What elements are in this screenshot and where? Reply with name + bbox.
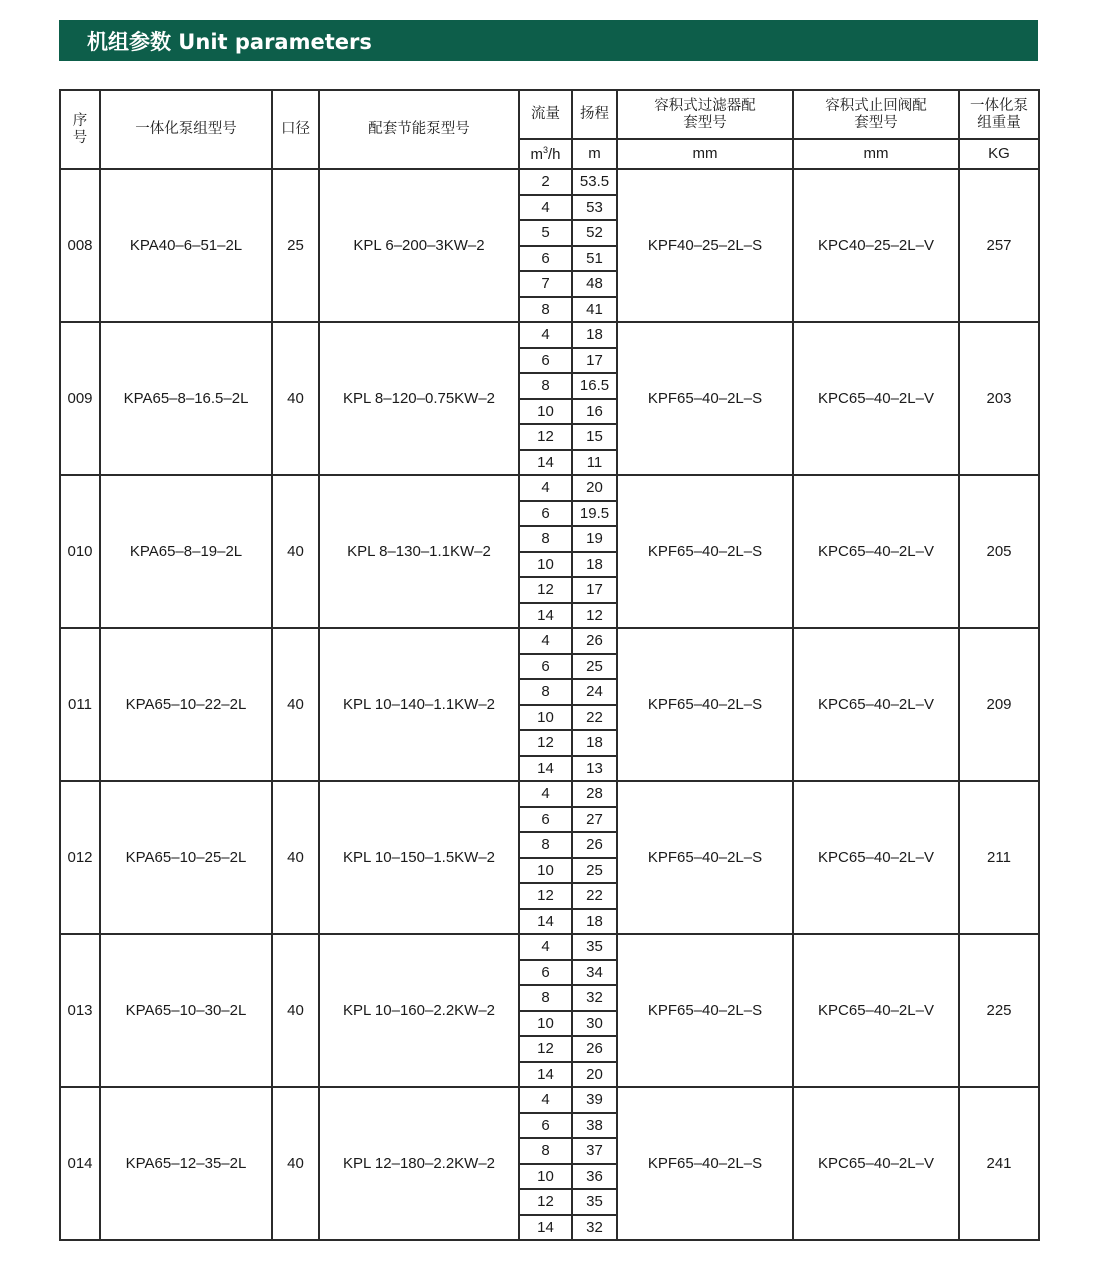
cell-flow: 12 (519, 883, 572, 909)
cell-flow: 14 (519, 603, 572, 629)
cell-head: 20 (572, 1062, 617, 1088)
table-row (60, 628, 1039, 654)
cell-flow: 10 (519, 552, 572, 578)
cell-flow: 12 (519, 577, 572, 603)
header-head: 扬程 (572, 90, 617, 139)
cell-check-valve-model: KPC65–40–2L–V (793, 781, 959, 934)
cell-unit-model: KPA65–10–30–2L (100, 934, 272, 1087)
cell-head: 52 (572, 220, 617, 246)
unit-head: m (572, 139, 617, 169)
cell-flow: 12 (519, 424, 572, 450)
cell-head: 48 (572, 271, 617, 297)
cell-head: 13 (572, 756, 617, 782)
cell-seq: 010 (60, 475, 100, 628)
cell-flow: 8 (519, 297, 572, 323)
cell-flow: 14 (519, 756, 572, 782)
cell-flow: 4 (519, 781, 572, 807)
cell-seq: 012 (60, 781, 100, 934)
cell-flow: 12 (519, 1189, 572, 1215)
cell-flow: 8 (519, 373, 572, 399)
cell-flow: 4 (519, 1087, 572, 1113)
cell-filter-model: KPF65–40–2L–S (617, 322, 793, 475)
unit-flow-sup: 3 (542, 144, 548, 155)
cell-head: 26 (572, 1036, 617, 1062)
cell-head: 15 (572, 424, 617, 450)
cell-unit-model: KPA65–8–16.5–2L (100, 322, 272, 475)
cell-flow: 8 (519, 985, 572, 1011)
cell-head: 32 (572, 985, 617, 1011)
table-row (60, 934, 1039, 960)
cell-caliber: 40 (272, 1087, 319, 1240)
cell-head: 37 (572, 1138, 617, 1164)
cell-head: 22 (572, 883, 617, 909)
cell-check-valve-model: KPC65–40–2L–V (793, 1087, 959, 1240)
header-filter: 容积式过滤器配套型号 (617, 90, 793, 139)
cell-seq: 011 (60, 628, 100, 781)
header-check-valve: 容积式止回阀配套型号 (793, 90, 959, 139)
cell-seq: 008 (60, 169, 100, 322)
table-body (60, 169, 1039, 1240)
header-caliber: 口径 (272, 90, 319, 169)
cell-flow: 4 (519, 195, 572, 221)
cell-flow: 10 (519, 1164, 572, 1190)
cell-caliber: 40 (272, 322, 319, 475)
cell-flow: 14 (519, 450, 572, 476)
cell-caliber: 40 (272, 628, 319, 781)
cell-head: 32 (572, 1215, 617, 1241)
cell-flow: 8 (519, 526, 572, 552)
cell-filter-model: KPF65–40–2L–S (617, 781, 793, 934)
cell-flow: 6 (519, 960, 572, 986)
cell-flow: 6 (519, 246, 572, 272)
cell-head: 26 (572, 832, 617, 858)
unit-flow (519, 139, 572, 169)
cell-head: 11 (572, 450, 617, 476)
cell-weight: 211 (959, 781, 1039, 934)
cell-head: 19.5 (572, 501, 617, 527)
table-row (60, 475, 1039, 501)
cell-head: 16 (572, 399, 617, 425)
cell-weight: 257 (959, 169, 1039, 322)
cell-check-valve-model: KPC65–40–2L–V (793, 628, 959, 781)
cell-filter-model: KPF65–40–2L–S (617, 475, 793, 628)
cell-unit-model: KPA65–10–25–2L (100, 781, 272, 934)
header-seq: 序号 (60, 90, 100, 169)
cell-unit-model: KPA65–10–22–2L (100, 628, 272, 781)
cell-head: 36 (572, 1164, 617, 1190)
cell-head: 25 (572, 654, 617, 680)
cell-filter-model: KPF65–40–2L–S (617, 934, 793, 1087)
cell-filter-model: KPF65–40–2L–S (617, 1087, 793, 1240)
cell-flow: 10 (519, 705, 572, 731)
cell-head: 19 (572, 526, 617, 552)
cell-flow: 4 (519, 322, 572, 348)
table-header (60, 90, 1039, 169)
cell-head: 18 (572, 730, 617, 756)
table-row (60, 169, 1039, 195)
cell-flow: 14 (519, 1215, 572, 1241)
cell-unit-model: KPA65–12–35–2L (100, 1087, 272, 1240)
cell-head: 53.5 (572, 169, 617, 195)
cell-caliber: 40 (272, 475, 319, 628)
header-pump-model: 配套节能泵型号 (319, 90, 519, 169)
cell-pump-model: KPL 8–130–1.1KW–2 (319, 475, 519, 628)
cell-seq: 014 (60, 1087, 100, 1240)
cell-head: 35 (572, 1189, 617, 1215)
table-row (60, 1087, 1039, 1113)
cell-check-valve-model: KPC65–40–2L–V (793, 322, 959, 475)
section-title: 机组参数 Unit parameters (87, 29, 372, 54)
unit-weight: KG (959, 139, 1039, 169)
cell-flow: 14 (519, 1062, 572, 1088)
cell-caliber: 25 (272, 169, 319, 322)
cell-head: 17 (572, 348, 617, 374)
cell-pump-model: KPL 6–200–3KW–2 (319, 169, 519, 322)
cell-seq: 009 (60, 322, 100, 475)
unit-check-valve: mm (793, 139, 959, 169)
cell-head: 39 (572, 1087, 617, 1113)
cell-pump-model: KPL 12–180–2.2KW–2 (319, 1087, 519, 1240)
cell-head: 30 (572, 1011, 617, 1037)
cell-seq: 013 (60, 934, 100, 1087)
cell-head: 38 (572, 1113, 617, 1139)
unit-parameters-table-wrapper (59, 89, 1038, 1241)
cell-head: 17 (572, 577, 617, 603)
cell-caliber: 40 (272, 934, 319, 1087)
cell-flow: 2 (519, 169, 572, 195)
cell-weight: 241 (959, 1087, 1039, 1240)
cell-head: 41 (572, 297, 617, 323)
unit-filter: mm (617, 139, 793, 169)
cell-head: 18 (572, 909, 617, 935)
cell-unit-model: KPA65–8–19–2L (100, 475, 272, 628)
cell-head: 18 (572, 552, 617, 578)
cell-flow: 6 (519, 501, 572, 527)
unit-flow-tail: /h (548, 145, 561, 163)
cell-head: 26 (572, 628, 617, 654)
cell-flow: 7 (519, 271, 572, 297)
cell-weight: 209 (959, 628, 1039, 781)
unit-flow-base: m (530, 145, 543, 163)
cell-pump-model: KPL 8–120–0.75KW–2 (319, 322, 519, 475)
header-unit-model: 一体化泵组型号 (100, 90, 272, 169)
cell-head: 34 (572, 960, 617, 986)
cell-head: 28 (572, 781, 617, 807)
header-weight: 一体化泵组重量 (959, 90, 1039, 139)
cell-flow: 4 (519, 934, 572, 960)
cell-flow: 8 (519, 679, 572, 705)
cell-head: 18 (572, 322, 617, 348)
cell-flow: 8 (519, 1138, 572, 1164)
table-row (60, 781, 1039, 807)
header-flow: 流量 (519, 90, 572, 139)
cell-flow: 4 (519, 475, 572, 501)
cell-filter-model: KPF65–40–2L–S (617, 628, 793, 781)
cell-head: 53 (572, 195, 617, 221)
cell-flow: 14 (519, 909, 572, 935)
cell-pump-model: KPL 10–150–1.5KW–2 (319, 781, 519, 934)
cell-head: 24 (572, 679, 617, 705)
cell-head: 25 (572, 858, 617, 884)
cell-check-valve-model: KPC65–40–2L–V (793, 934, 959, 1087)
section-title-banner (59, 20, 1038, 61)
cell-weight: 203 (959, 322, 1039, 475)
cell-flow: 12 (519, 730, 572, 756)
cell-head: 22 (572, 705, 617, 731)
cell-flow: 5 (519, 220, 572, 246)
cell-head: 51 (572, 246, 617, 272)
cell-head: 27 (572, 807, 617, 833)
cell-weight: 225 (959, 934, 1039, 1087)
cell-flow: 10 (519, 858, 572, 884)
cell-weight: 205 (959, 475, 1039, 628)
cell-flow: 8 (519, 832, 572, 858)
cell-flow: 6 (519, 348, 572, 374)
cell-flow: 10 (519, 399, 572, 425)
cell-flow: 6 (519, 654, 572, 680)
cell-pump-model: KPL 10–160–2.2KW–2 (319, 934, 519, 1087)
cell-caliber: 40 (272, 781, 319, 934)
unit-parameters-table (59, 89, 1040, 1241)
cell-filter-model: KPF40–25–2L–S (617, 169, 793, 322)
cell-unit-model: KPA40–6–51–2L (100, 169, 272, 322)
cell-flow: 10 (519, 1011, 572, 1037)
cell-flow: 6 (519, 1113, 572, 1139)
cell-head: 16.5 (572, 373, 617, 399)
cell-check-valve-model: KPC40–25–2L–V (793, 169, 959, 322)
cell-check-valve-model: KPC65–40–2L–V (793, 475, 959, 628)
cell-head: 20 (572, 475, 617, 501)
cell-flow: 12 (519, 1036, 572, 1062)
cell-head: 35 (572, 934, 617, 960)
cell-pump-model: KPL 10–140–1.1KW–2 (319, 628, 519, 781)
cell-head: 12 (572, 603, 617, 629)
table-row (60, 322, 1039, 348)
cell-flow: 6 (519, 807, 572, 833)
header-row-labels (60, 90, 1039, 139)
cell-flow: 4 (519, 628, 572, 654)
